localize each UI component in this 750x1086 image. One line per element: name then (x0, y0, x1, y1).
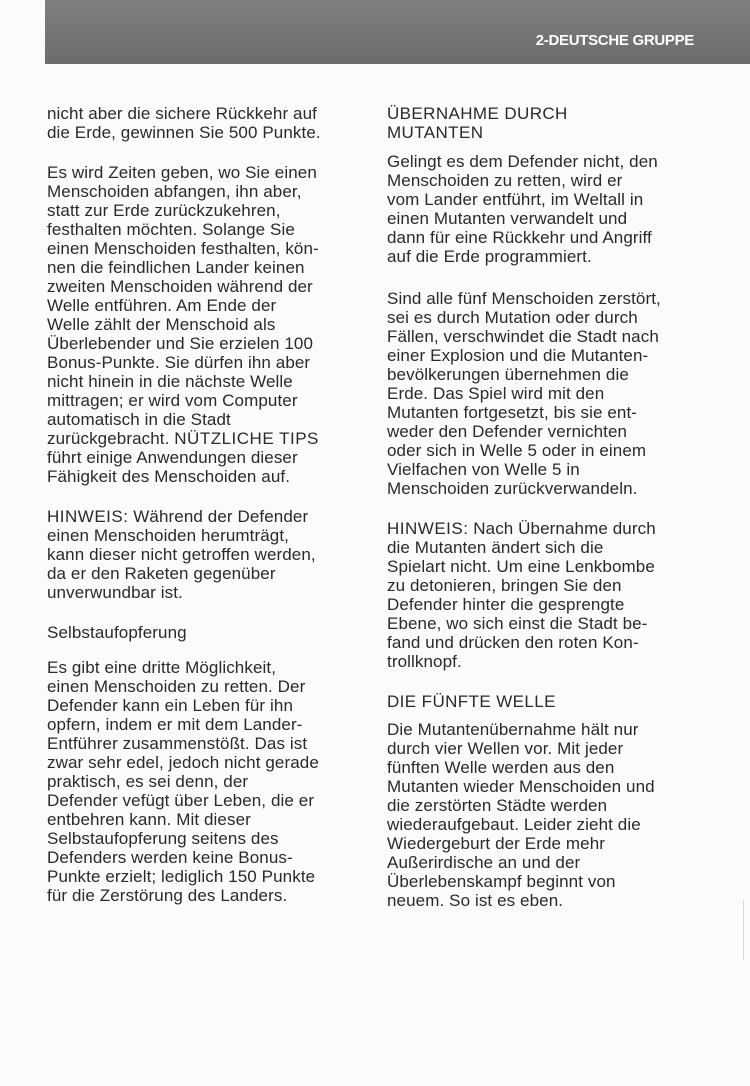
note-text: Nach Übernahme durch die Mutanten ändert sich die Spielart nicht. Um eine Lenkbombe zu detonieren, bringen Sie den Defender hinter die gesprengte Ebene, wo sich einst die Stadt be- fand und drücken den roten Kon- trollknopf. (387, 519, 656, 671)
note-label: HINWEIS: (47, 507, 129, 526)
left-note (47, 507, 347, 602)
page-header-bar (45, 0, 750, 64)
right-paragraph-2: Sind alle fünf Menschoiden zerstört, sei es durch Mutation oder durch Fällen, verschwindet die Stadt nach einer Explosion und die Mutanten- bevölkerungen übernehmen die Erde. Das Spiel wird mit den Mutanten fortgesetzt, bis sie ent- weder den Defender vernichten oder sich in Welle 5 oder in einem Vielfachen von Welle 5 in Menschoiden zurückverwandeln. (387, 289, 661, 498)
tips-reference: NÜTZLICHE TIPS (174, 429, 319, 448)
note-text: Während der Defender einen Menschoiden herumträgt, kann dieser nicht getroffen werden, da er den Raketen gegenüber unverwundbar ist. (47, 507, 316, 602)
section-heading-takeover: ÜBERNAHME DURCH MUTANTEN (387, 104, 568, 142)
chapter-title: 2-DEUTSCHE GRUPPE (535, 32, 694, 49)
right-note (387, 519, 687, 671)
note-label: HINWEIS: (387, 519, 469, 538)
right-column (387, 104, 687, 910)
left-paragraph-2-text: Es wird Zeiten geben, wo Sie einen Menschoiden abfangen, ihn aber, statt zur Erde zurückzukehren, festhalten möchten. Solange Sie einen Menschoiden festhalten, kön- nen die feindlichen Lander keinen zweiten Menschoiden während der Welle entführen. Am Ende der Welle zählt der Menschoid als Überlebender und Sie erzielen 100 Bonus-Punkte. Sie dürfen ihn aber nicht hinein in die nächste Welle mittragen; er wird vom Computer automatisch in die Stadt zurückgebracht. (47, 163, 319, 448)
left-paragraph-2-tail: führt einige Anwendungen dieser Fähigkeit des Menschoiden auf. (47, 448, 298, 486)
section-heading-fifth-wave: DIE FÜNFTE WELLE (387, 692, 556, 711)
left-paragraph-1: nicht aber die sichere Rückkehr auf die Erde, gewinnen Sie 500 Punkte. (47, 104, 321, 142)
right-paragraph-3: Die Mutantenübernahme hält nur durch vier Wellen vor. Mit jeder fünften Welle werden aus den Mutanten wieder Menschoiden und die zerstörten Städte werden wiederaufgebaut. Leider zieht die Wiedergeburt der Erde mehr Außerirdische an und der Überlebenskampf beginnt von neuem. So ist es eben. (387, 720, 655, 910)
left-paragraph-3: Es gibt eine dritte Möglichkeit, einen Menschoiden zu retten. Der Defender kann ein Leben für ihn opfern, indem er mit dem Lander- Entführer zusammenstößt. Das ist zwar sehr edel, jedoch nicht gerade praktisch, es sei denn, der Defender vefügt über Leben, die er entbehren kann. Mit dieser Selbstaufopferung seitens des Defenders werden keine Bonus- Punkte erzielt; lediglich 150 Punkte für die Zerstörung des Landers. (47, 658, 319, 905)
section-subheading: Selbstaufopferung (47, 623, 187, 642)
left-paragraph-2 (47, 163, 347, 486)
scan-edge-mark (743, 900, 744, 960)
left-column (47, 104, 347, 905)
right-paragraph-1: Gelingt es dem Defender nicht, den Menschoiden zu retten, wird er vom Lander entführt, im Weltall in einen Mutanten verwandelt und dann für eine Rückkehr und Angriff auf die Erde programmiert. (387, 152, 658, 266)
